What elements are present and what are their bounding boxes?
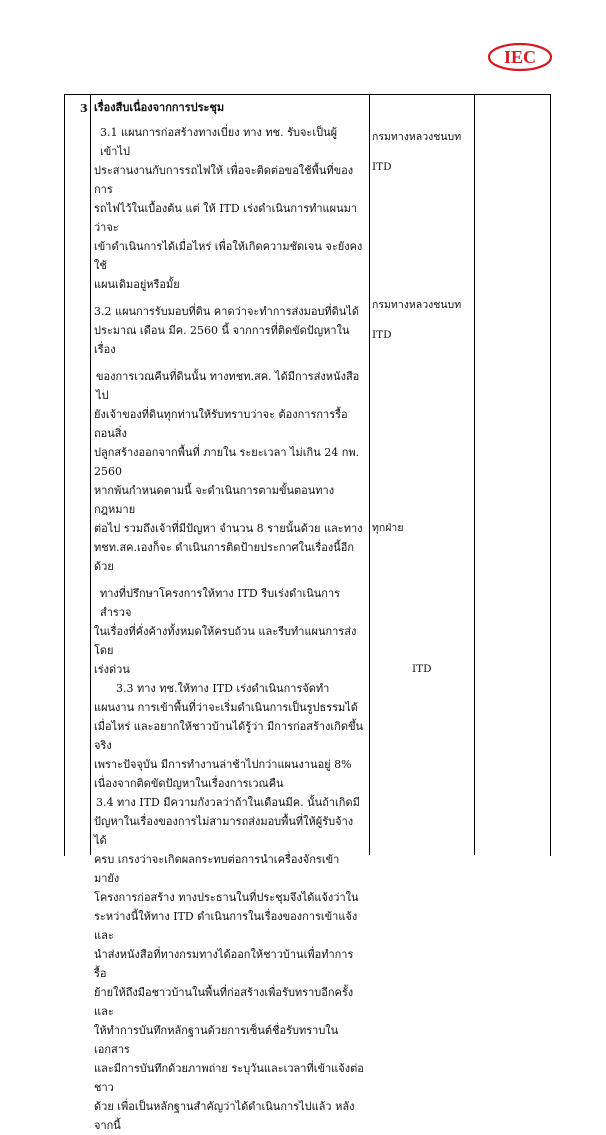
para-line: ครบ เกรงว่าจะเกิดผลกระทบต่อการนำเครื่องจักรเข้ามายัง xyxy=(94,853,340,885)
para-line: นำส่งหนังสือที่ทางกรมทางได้ออกให้ชาวบ้านเพื่อทำการรื้อ xyxy=(94,948,354,980)
responsible-3-3: ทุกฝ่าย xyxy=(372,522,404,534)
para-line: ยังเจ้าของที่ดินทุกท่านให้รับทราบว่าจะ ต้องการการรื้อถอนสิ่ง xyxy=(94,408,348,440)
para-line: 3.2 แผนการรับมอบที่ดิน คาดว่าจะทำการส่งมอบที่ดินได้ xyxy=(94,305,360,318)
para-line: แผนงาน การเข้าพื้นที่ว่าจะเริ่มดำเนินการเป็นรูปธรรมได้ xyxy=(94,701,358,714)
item-3-3 xyxy=(94,679,364,793)
logo-text: IEC xyxy=(503,47,537,67)
responsible-3-2-org: กรมทางหลวงชนบท xyxy=(372,299,462,311)
column-divider-2 xyxy=(369,94,370,855)
para-line: 3.3 ทาง ทช.ให้ทาง ITD เร่งดำเนินการจัดทำ xyxy=(116,682,330,695)
responsible-3-2-itd: ITD xyxy=(372,329,392,341)
para-line: เมื่อไหร่ และอยากให้ชาวบ้านได้รู้ว่า มีการก่อสร้างเกิดขึ้นจริง xyxy=(94,720,364,752)
para-line: ประสานงานกับการรถไฟให้ เพื่อจะติดต่อขอใช้พื้นที่ของการ xyxy=(94,164,354,196)
para-line: ทางที่ปรึกษาโครงการให้ทาง ITD รีบเร่งดำเนินการสำรวจ xyxy=(100,587,341,619)
item-3-4 xyxy=(94,793,364,1135)
para-line: ปัญหาในเรื่องของการไม่สามารถส่งมอบพื้นที่ให้ผู้รับจ้างได้ xyxy=(94,815,354,847)
para-line: ของการเวณคืนที่ดินนั้น ทางทชท.สค. ได้มีการส่งหนังสือไป xyxy=(96,370,360,402)
responsible-3-1-org: กรมทางหลวงชนบท xyxy=(372,131,462,143)
para-line: 3.4 ทาง ITD มีความกังวลว่าถ้าในเดือนมีค. นั้นถ้าเกิดมี xyxy=(96,796,360,809)
para-line: ต่อไป รวมถึงเจ้าที่มีปัญหา จำนวน 8 รายนั้นด้วย และทาง xyxy=(94,522,363,535)
para-line: เร่งด่วน xyxy=(94,663,130,676)
para-line: ด้วย เพื่อเป็นหลักฐานสำคัญว่าได้ดำเนินการไปแล้ว หลังจากนี้ xyxy=(94,1100,355,1132)
item-3-1 xyxy=(94,123,364,294)
para-line: ประมาณ เดือน มีค. 2560 นี้ จากการที่ติดขัดปัญหาในเรื่อง xyxy=(94,324,350,356)
agenda-heading: เรื่องสืบเนื่องจากการประชุม xyxy=(94,101,225,114)
para-line: ทชท.สค.เองก็จะ ดำเนินการติดป้ายประกาศในเรื่องนี้อีกด้วย xyxy=(94,541,354,573)
para-line: ในเรื่องที่คั่งค้างทั้งหมดให้ครบถ้วน และรีบทำแผนการส่งโดย xyxy=(94,625,357,657)
para-line: หากพ้นกำหนดตามนี้ จะดำเนินการตามขั้นตอนทางกฎหมาย xyxy=(94,484,335,516)
column-divider-1 xyxy=(90,94,91,855)
para-line: ย้ายให้ถึงมือชาวบ้านในพื้นที่ก่อสร้างเพื่อรับทราบอีกครั้ง และ xyxy=(94,986,354,1018)
item-3-2-cont xyxy=(94,367,364,576)
agenda-content xyxy=(94,98,364,1135)
para-line: ปลูกสร้างออกจากพื้นที่ ภายใน ระยะเวลา ไม่เกิน 24 กพ. 2560 xyxy=(94,446,360,478)
para-line: โครงการก่อสร้าง ทางประธานในที่ประชุมจึงได้แจ้งว่าใน xyxy=(94,891,359,904)
para-line: เพราะปัจจุบัน มีการทำงานล่าช้าไปกว่าแผนงานอยู่ 8% xyxy=(94,758,352,771)
para-line: รถไฟไว้ในเบื้องต้น แต่ ให้ ITD เร่งดำเนินการทำแผนมาว่าจะ xyxy=(94,202,358,234)
responsible-3-4: ITD xyxy=(412,663,432,675)
column-divider-3 xyxy=(474,94,475,855)
responsible-3-1-itd: ITD xyxy=(372,161,392,173)
para-line: แผนเดิมอยู่หรือมั้ย xyxy=(94,278,180,291)
item-3-2 xyxy=(94,302,364,359)
para-line: ระหว่างนี้ให้ทาง ITD ดำเนินการในเรื่องของการเข้าแจ้งและ xyxy=(94,910,358,942)
para-line: ให้ทำการบันทึกหลักฐานด้วยการเซ็นต์ชื่อรับทราบในเอกสาร xyxy=(94,1024,339,1056)
iec-logo xyxy=(488,42,552,72)
row-number: 3 xyxy=(80,102,88,115)
para-line: และมีการบันทึกด้วยภาพถ่าย ระบุวันและเวลาที่เข้าแจ้งต่อชาว xyxy=(94,1062,364,1094)
consultant-note xyxy=(94,584,364,679)
para-line: เนื่องจากติดขัดปัญหาในเรื่องการเวณคืน xyxy=(94,777,284,790)
para-line: เข้าดำเนินการได้เมื่อไหร่ เพื่อให้เกิดความชัดเจน จะยังคงใช้ xyxy=(94,240,363,272)
para-line: 3.1 แผนการก่อสร้างทางเบี่ยง ทาง ทช. รับจะเป็นผู้เข้าไป xyxy=(100,126,338,158)
